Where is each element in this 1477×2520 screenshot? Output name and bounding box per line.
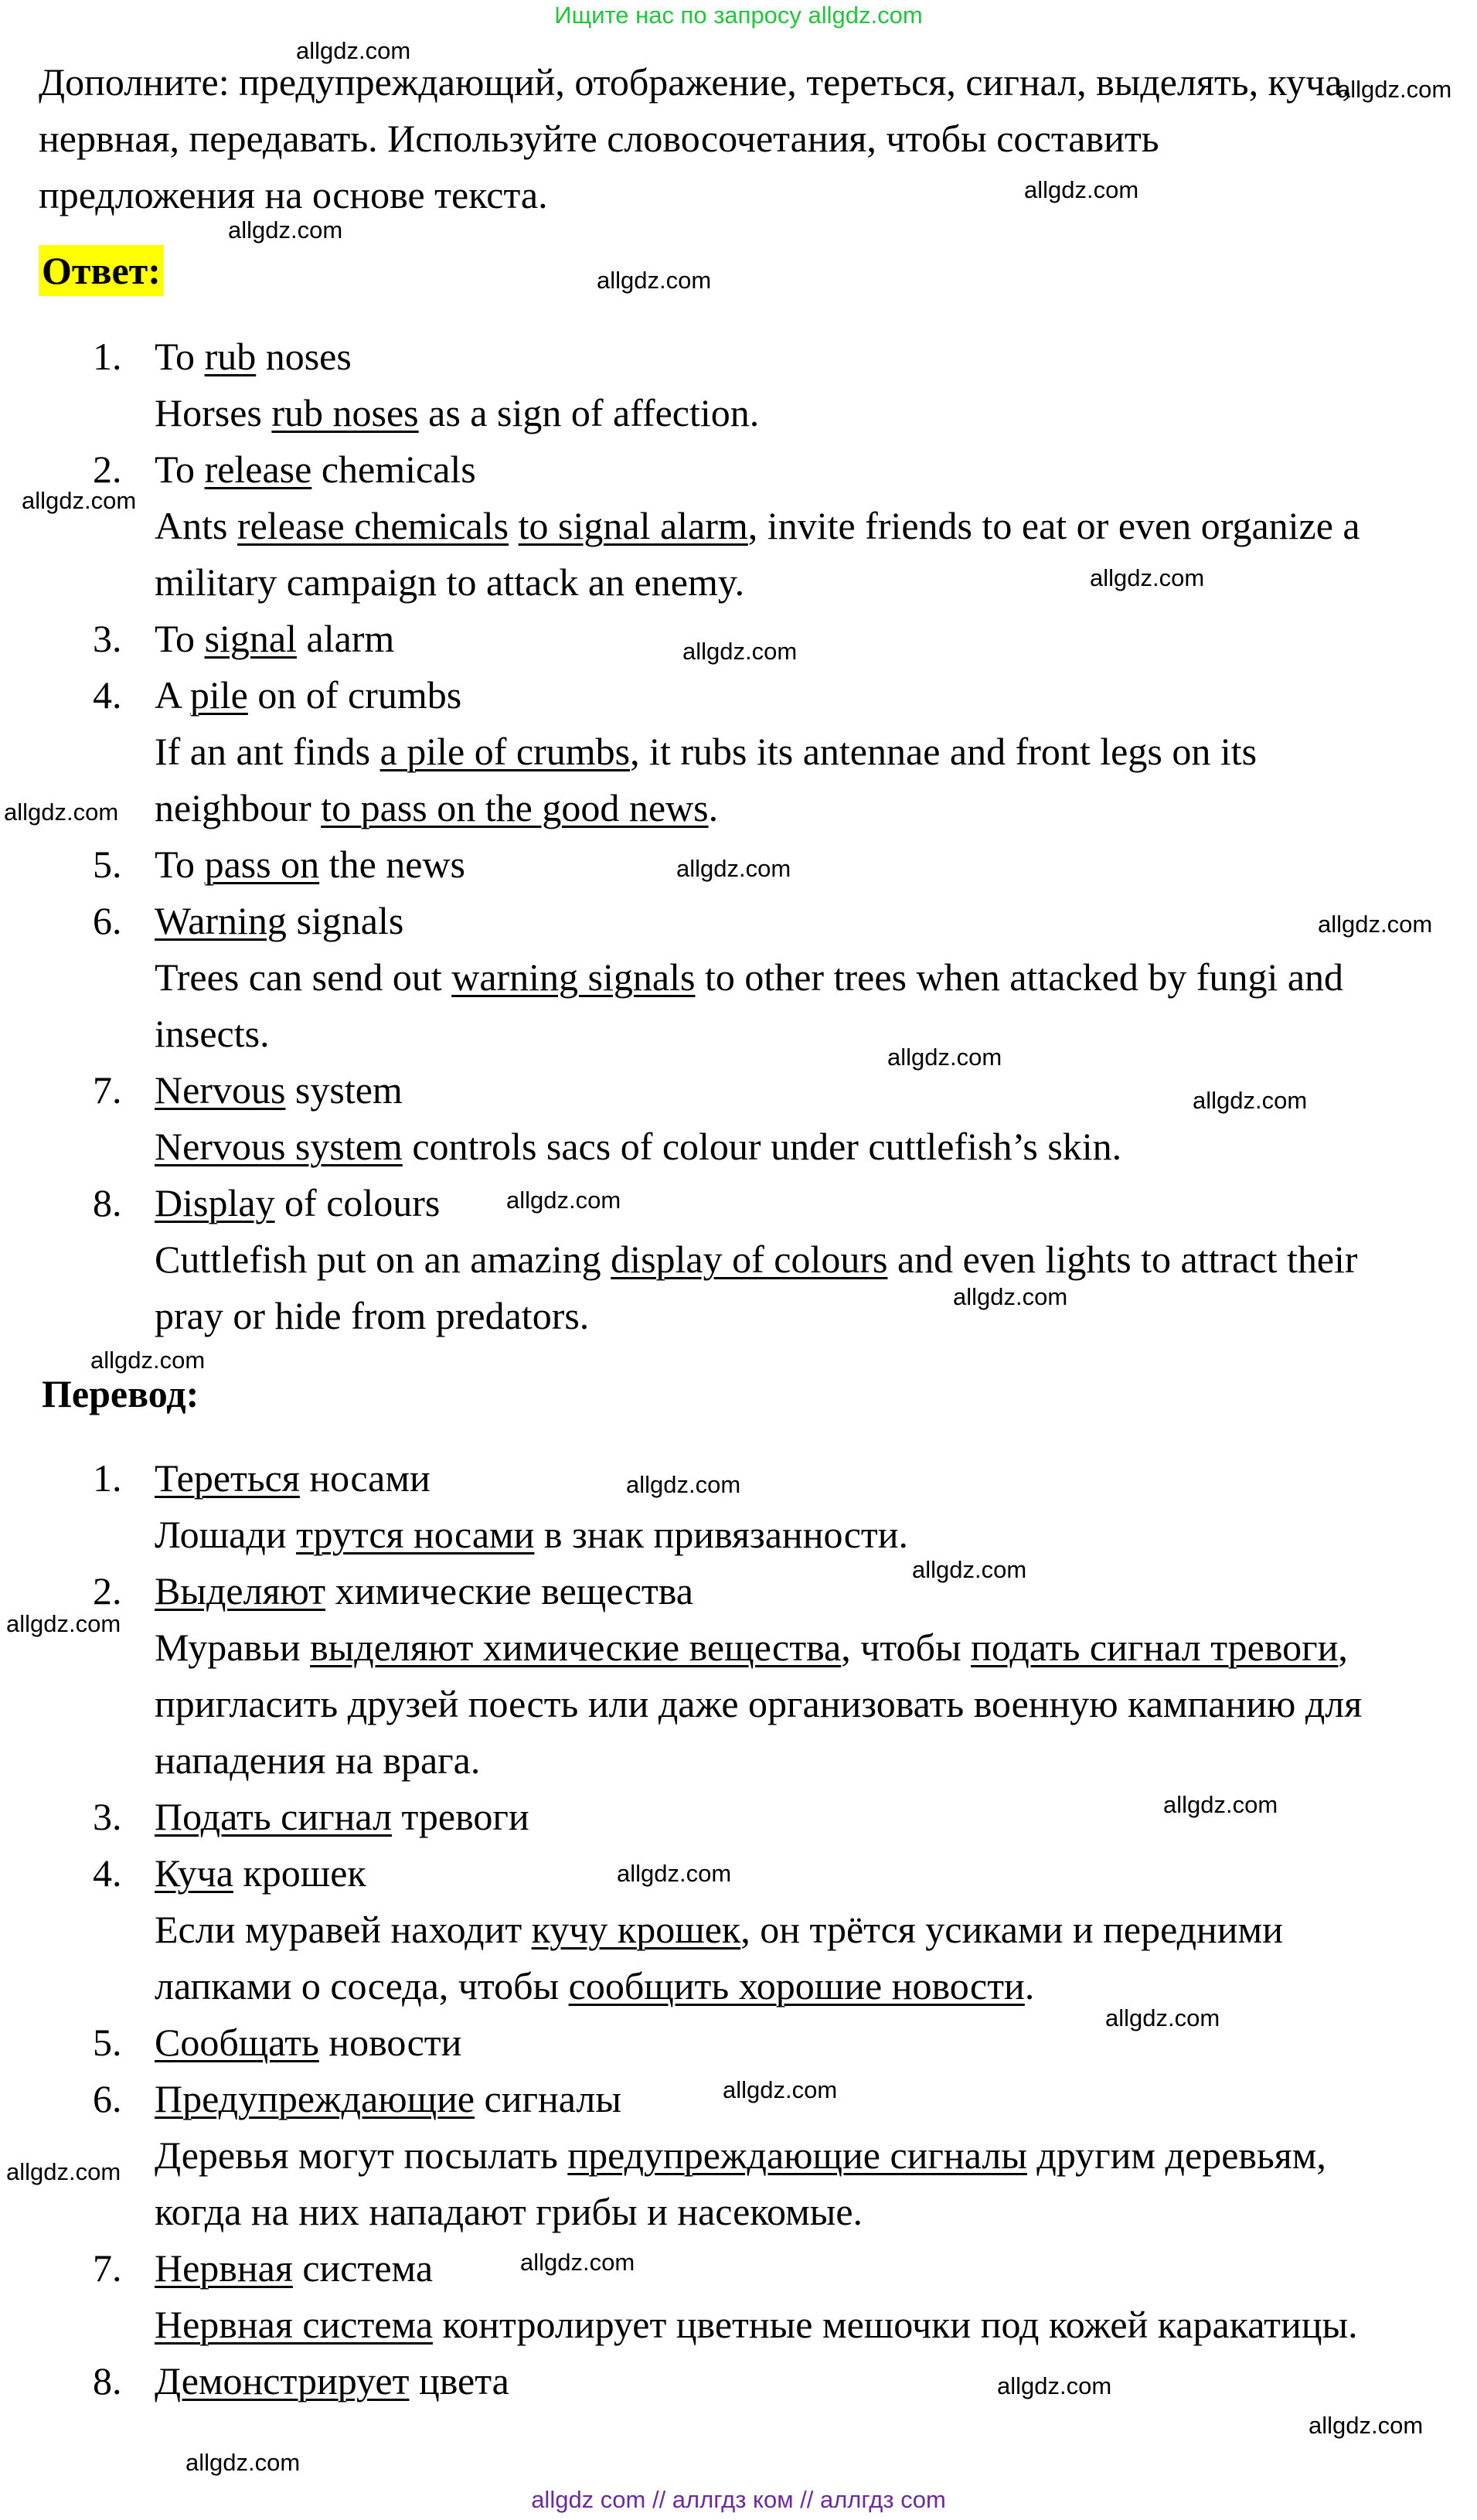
watermark: allgdz.com	[626, 1471, 741, 1498]
text-segment: контролирует цветные мешочки под кожей каракатицы.	[433, 2303, 1358, 2346]
item-phrase	[155, 1450, 1422, 1507]
underlined-text: Нервная система	[155, 2303, 434, 2346]
watermark: allgdz.com	[1309, 2412, 1424, 2439]
top-banner[interactable]: Ищите нас по запросу allgdz.com	[554, 2, 923, 29]
watermark: allgdz.com	[887, 1044, 1002, 1071]
watermark: allgdz.com	[1318, 911, 1433, 938]
underlined-text: a pile of crumbs	[379, 730, 631, 773]
text-segment: , пригласить друзей поесть или даже организовать военную кампанию для нападения на врага.	[155, 1626, 1363, 1782]
watermark: allgdz.com	[997, 2372, 1112, 2399]
item-phrase	[155, 893, 1422, 949]
text-segment: as a sign of affection.	[418, 391, 760, 434]
underlined-text: подать сигнал тревоги	[971, 1626, 1339, 1669]
underlined-text: rub	[204, 335, 257, 378]
watermark: allgdz.com	[723, 2076, 838, 2103]
translation-heading: Перевод:	[42, 1372, 199, 1415]
item-number: 4.	[93, 1851, 122, 1895]
item-number: 2.	[93, 448, 122, 491]
list-item	[0, 893, 1422, 1062]
watermark: allgdz.com	[682, 638, 798, 665]
text-segment: To	[155, 617, 205, 660]
text-segment: Лошади	[155, 1513, 297, 1556]
list-item	[0, 1175, 1422, 1344]
text-segment: A	[155, 673, 190, 717]
watermark: allgdz.com	[597, 267, 712, 294]
list-item	[0, 329, 1422, 441]
underlined-text: выделяют химические вещества	[310, 1626, 842, 1669]
watermark: allgdz.com	[22, 487, 137, 514]
text-segment: , чтобы	[841, 1626, 972, 1669]
watermark: allgdz.com	[4, 799, 119, 826]
item-phrase	[155, 2353, 1422, 2409]
item-number: 3.	[93, 617, 122, 660]
watermark: allgdz.com	[6, 1610, 121, 1637]
underlined-text: to signal alarm	[518, 504, 748, 547]
list-item	[0, 1450, 1422, 1563]
text-segment: Деревья могут посылать	[155, 2133, 568, 2177]
underlined-text: сообщить хорошие новости	[568, 1964, 1025, 2007]
watermark: allgdz.com	[90, 1347, 206, 1374]
text-segment: новости	[318, 2021, 462, 2064]
item-sentence	[155, 949, 1422, 1062]
item-sentence	[155, 724, 1422, 836]
text-segment	[509, 504, 519, 547]
text-segment: другим деревьям, когда на них нападают грибы и насекомые.	[155, 2133, 1326, 2233]
text-segment: в знак привязанности.	[534, 1513, 908, 1556]
watermark: allgdz.com	[6, 2158, 121, 2185]
text-segment: If an ant finds	[155, 730, 380, 773]
translation-list	[0, 1450, 1422, 2409]
item-phrase	[155, 1563, 1422, 1619]
text-segment: alarm	[297, 617, 395, 660]
watermark: allgdz.com	[1337, 76, 1452, 103]
watermark: allgdz.com	[617, 1860, 732, 1887]
underlined-text: to pass on the good news	[321, 786, 709, 829]
underlined-text: warning signals	[451, 955, 696, 999]
text-segment: To	[155, 843, 205, 886]
item-phrase	[155, 2240, 1422, 2297]
item-sentence	[155, 385, 1422, 441]
text-segment: крошек	[233, 1851, 366, 1895]
watermark: allgdz.com	[676, 855, 791, 882]
watermark: allgdz.com	[912, 1556, 1027, 1583]
underlined-text: Нервная	[155, 2246, 293, 2290]
watermark: allgdz.com	[1193, 1087, 1308, 1114]
list-item	[0, 2353, 1422, 2409]
list-item	[0, 2071, 1422, 2240]
item-sentence	[155, 2297, 1422, 2353]
item-number: 6.	[93, 2077, 122, 2120]
text-segment: To	[155, 448, 205, 491]
item-sentence	[155, 1119, 1422, 1175]
item-sentence	[155, 1507, 1422, 1563]
text-segment: , он трётся усиками и передними лапками о соседа, чтобы	[155, 1908, 1283, 2007]
underlined-text: кучу крошек	[531, 1908, 741, 1951]
text-segment: .	[708, 786, 719, 829]
list-item	[0, 1563, 1422, 1789]
text-segment: тревоги	[391, 1795, 529, 1838]
text-segment: химические вещества	[325, 1569, 693, 1612]
item-number: 1.	[93, 1456, 122, 1500]
item-number: 5.	[93, 843, 122, 886]
underlined-text: Nervous	[155, 1068, 286, 1112]
text-segment: on of crumbs	[247, 673, 462, 717]
underlined-text: release	[204, 448, 312, 491]
underlined-text: предупреждающие сигналы	[567, 2133, 1027, 2177]
watermark: allgdz.com	[953, 1283, 1068, 1310]
task-text: Дополните: предупреждающий, отображение, тереться, сигнал, выделять, куча, нервная, передавать. Используйте словосочетания, чтобы составить предложения на основе текста.	[39, 60, 1353, 216]
watermark: allgdz.com	[296, 37, 411, 64]
text-segment: Если муравей находит	[155, 1908, 532, 1951]
item-number: 5.	[93, 2021, 122, 2064]
text-segment: Trees can send out	[155, 955, 452, 999]
answer-heading: Ответ:	[39, 245, 164, 296]
underlined-text: pile	[189, 673, 248, 717]
text-segment: to other trees when attacked by fungi and insects.	[155, 955, 1344, 1055]
text-segment: noses	[256, 335, 352, 378]
answer-list	[0, 329, 1422, 1344]
underlined-text: Предупреждающие	[155, 2077, 475, 2120]
item-number: 7.	[93, 1068, 122, 1112]
item-number: 6.	[93, 899, 122, 942]
item-phrase	[155, 1845, 1422, 1902]
underlined-text: signal	[204, 617, 297, 660]
underlined-text: rub noses	[271, 391, 419, 434]
text-segment: of colours	[274, 1181, 441, 1224]
item-sentence	[155, 2127, 1422, 2240]
underlined-text: pass on	[204, 843, 320, 886]
item-number: 3.	[93, 1795, 122, 1838]
list-item	[0, 667, 1422, 836]
item-sentence	[155, 1231, 1422, 1344]
watermark: allgdz.com	[506, 1187, 621, 1214]
list-item	[0, 2240, 1422, 2353]
item-number: 8.	[93, 2359, 122, 2403]
underlined-text: Nervous system	[155, 1125, 403, 1168]
item-number: 8.	[93, 1181, 122, 1224]
text-segment: signals	[286, 899, 404, 942]
item-phrase	[155, 441, 1422, 498]
item-phrase	[155, 1175, 1422, 1231]
watermark: allgdz.com	[1163, 1791, 1278, 1818]
text-segment: , invite friends to eat or even organize a military campaign to attack an enemy.	[155, 504, 1360, 604]
underlined-text: display of colours	[611, 1238, 888, 1281]
watermark: allgdz.com	[1024, 176, 1139, 203]
text-segment: Cuttlefish put on an amazing	[155, 1238, 611, 1281]
text-segment: To	[155, 335, 205, 378]
item-sentence	[155, 1902, 1422, 2014]
text-segment: chemicals	[311, 448, 476, 491]
text-segment: controls sacs of colour under cuttlefish’s skin.	[402, 1125, 1122, 1168]
text-segment: , it rubs its antennae and front legs on its neighbour	[155, 730, 1257, 829]
item-phrase	[155, 667, 1422, 724]
item-sentence	[155, 498, 1422, 611]
item-phrase	[155, 2014, 1422, 2071]
watermark: allgdz.com	[1090, 564, 1205, 591]
text-segment: Ants	[155, 504, 237, 547]
list-item	[0, 441, 1422, 611]
underlined-text: Warning	[155, 899, 287, 942]
underlined-text: Display	[155, 1181, 275, 1224]
underlined-text: Выделяют	[155, 1569, 326, 1612]
list-item	[0, 1062, 1422, 1175]
underlined-text: Сообщать	[155, 2021, 319, 2064]
watermark: allgdz.com	[1105, 2004, 1220, 2031]
bottom-banner[interactable]: allgdz com // аллгдз ком // аллгдз com	[531, 2486, 946, 2513]
watermark: allgdz.com	[228, 216, 343, 243]
text-segment: сигналы	[475, 2077, 621, 2120]
underlined-text: Подать сигнал	[155, 1795, 392, 1838]
item-number: 4.	[93, 673, 122, 717]
underlined-text: release chemicals	[237, 504, 509, 547]
item-number: 1.	[93, 335, 122, 378]
watermark: allgdz.com	[520, 2249, 635, 2276]
text-segment: .	[1024, 1964, 1035, 2007]
watermark: allgdz.com	[185, 2449, 301, 2476]
underlined-text: Демонстрирует	[155, 2359, 410, 2403]
text-segment: носами	[299, 1456, 431, 1500]
text-segment: цвета	[409, 2359, 509, 2403]
item-number: 2.	[93, 1569, 122, 1612]
item-number: 7.	[93, 2246, 122, 2290]
text-segment: the news	[319, 843, 466, 886]
text-segment: Муравьи	[155, 1626, 311, 1669]
text-segment: system	[285, 1068, 403, 1112]
item-phrase	[155, 329, 1422, 385]
underlined-text: Тереться	[155, 1456, 300, 1500]
text-segment: Horses	[155, 391, 272, 434]
text-segment: and even lights to attract their pray or hide from predators.	[155, 1238, 1358, 1337]
underlined-text: трутся носами	[296, 1513, 535, 1556]
underlined-text: Куча	[155, 1851, 233, 1895]
item-sentence	[155, 1619, 1422, 1789]
text-segment: система	[292, 2246, 434, 2290]
